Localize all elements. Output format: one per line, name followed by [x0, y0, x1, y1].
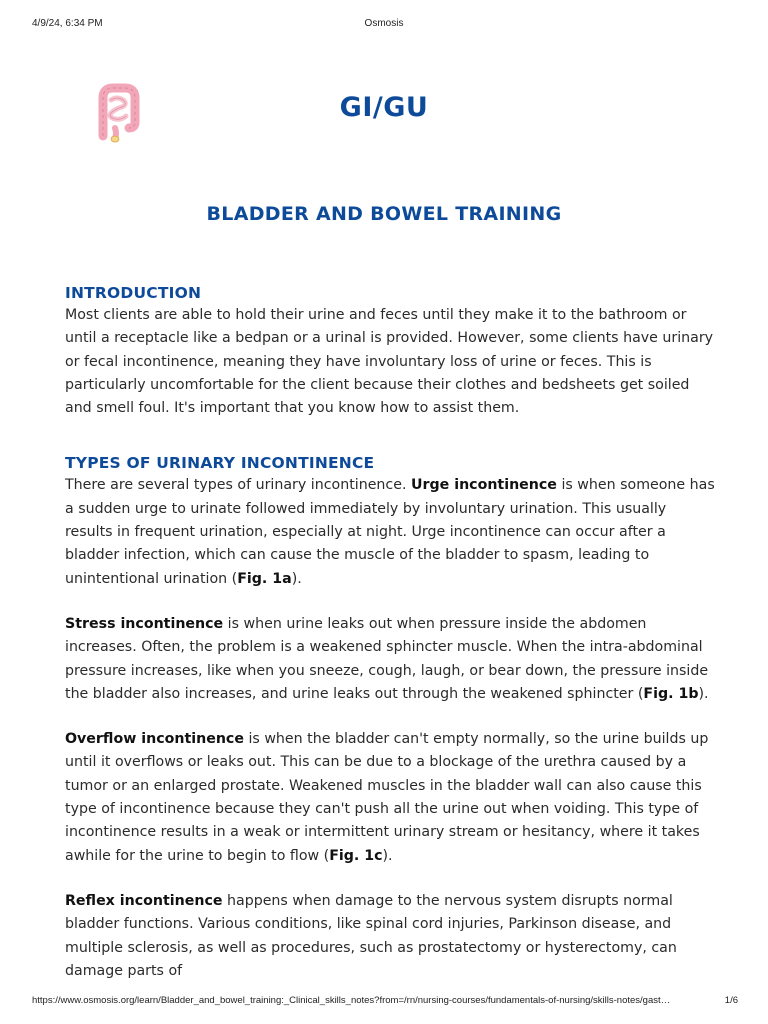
section-heading-types: TYPES OF URINARY INCONTINENCE	[65, 454, 375, 473]
urge-incontinence-paragraph: There are several types of urinary incontinence. Urge incontinence is when someone has a sudden urge to urinate followed immediately by involuntary urination. This usually results in frequent urination, especially at night. Urge incontinence can occur after a bladder infection, which can cause the muscle of the bladder to spasm, leading to unintentional urination (Fig. 1a).	[65, 477, 715, 587]
figure-ref-1a: Fig. 1a	[237, 570, 292, 587]
article-body	[65, 282, 715, 983]
term-urge-incontinence: Urge incontinence	[410, 477, 557, 494]
overflow-incontinence-paragraph: Overflow incontinence is when the bladder can't empty normally, so the urine builds up until it overflows or leaks out. This can be due to a blockage of the urethra caused by a tumor or an enlarged prostate. Weakened muscles in the bladder wall can also cause this type of incontinence because they can't push all the urine out when voiding. This type of incontinence results in a weak or intermittent urinary stream or hesitancy, where it takes awhile for the urine to begin to flow (Fig. 1c).	[65, 731, 709, 864]
figure-ref-1c: Fig. 1c	[329, 847, 383, 864]
page-subtitle: BLADDER AND BOWEL TRAINING	[206, 203, 562, 225]
introduction-paragraph: Most clients are able to hold their urine and feces until they make it to the bathroom or until a receptacle like a bedpan or a urinal is provided. However, some clients have urinary or fecal incontinence, meaning they have involuntary loss of urine or feces. This is particularly uncomfortable for the client because their clothes and bedsheets get soiled and smell foul. It's important that you know how to assist them.	[65, 307, 714, 417]
figure-ref-1b: Fig. 1b	[643, 685, 699, 702]
term-overflow-incontinence: Overflow incontinence	[65, 731, 244, 748]
term-stress-incontinence: Stress incontinence	[65, 615, 224, 632]
page-url: https://www.osmosis.org/learn/Bladder_and_bowel_training:_Clinical_skills_notes?from=/rn/nursing-courses/fundamentals-of-nursing/skills-notes/gast…	[32, 995, 671, 1006]
print-header	[0, 18, 768, 32]
print-site-name: Osmosis	[364, 18, 404, 29]
stress-incontinence-paragraph: Stress incontinence is when urine leaks out when pressure inside the abdomen increases. Often, the problem is a weakened sphincter muscle. When the intra-abdominal pressure increases, like when you sneeze, cough, laugh, or bear down, the pressure inside the bladder also increases, and urine leaks out through the weakened sphincter (Fig. 1b).	[65, 615, 709, 702]
page-title: GI/GU	[339, 92, 429, 123]
section-heading-introduction: INTRODUCTION	[65, 284, 202, 302]
print-date: 4/9/24, 6:34 PM	[32, 18, 103, 29]
page-number: 1/6	[724, 995, 738, 1006]
reflex-incontinence-paragraph: Reflex incontinence happens when damage to the nervous system disrupts normal bladder functions. Various conditions, like spinal cord injuries, Parkinson disease, and multiple sclerosis, as well as procedures, such as prostatectomy or hysterectomy, can damage parts of	[65, 892, 677, 979]
print-footer	[0, 995, 768, 1009]
term-reflex-incontinence: Reflex incontinence	[65, 892, 223, 909]
